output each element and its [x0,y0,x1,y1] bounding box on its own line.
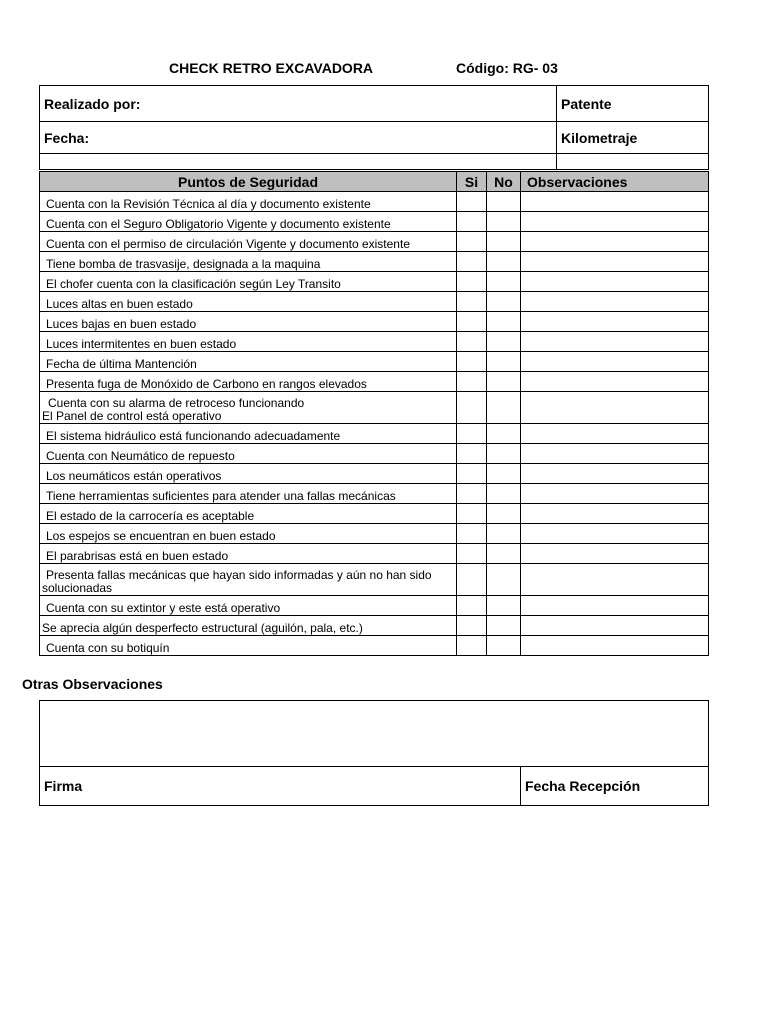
col-header-si: Si [457,172,487,192]
blank-cell [557,154,709,170]
si-checkbox[interactable] [457,616,487,636]
no-checkbox[interactable] [487,292,521,312]
check-item-label: Luces bajas en buen estado [40,312,457,332]
check-item-label: El chofer cuenta con la clasificación según Ley Transito [40,272,457,292]
info-table [39,85,709,170]
check-item-label: Cuenta con el permiso de circulación Vigente y documento existente [40,232,457,252]
observaciones-cell[interactable] [521,312,709,332]
si-checkbox[interactable] [457,464,487,484]
table-row [40,564,709,596]
check-item-label: Se aprecia algún desperfecto estructural (aguilón, pala, etc.) [40,616,457,636]
si-checkbox[interactable] [457,504,487,524]
si-checkbox[interactable] [457,352,487,372]
table-row [40,352,709,372]
observaciones-cell[interactable] [521,524,709,544]
observaciones-cell[interactable] [521,232,709,252]
observaciones-cell[interactable] [521,372,709,392]
observaciones-cell[interactable] [521,616,709,636]
observaciones-cell[interactable] [521,504,709,524]
si-checkbox[interactable] [457,424,487,444]
check-item-label: Luces intermitentes en buen estado [40,332,457,352]
fecha-field[interactable]: Fecha: [40,122,557,154]
checklist-table [39,171,709,656]
table-row [40,232,709,252]
check-item-label [40,392,457,424]
check-item-label: Cuenta con el Seguro Obligatorio Vigente y documento existente [40,212,457,232]
si-checkbox[interactable] [457,484,487,504]
table-row [40,192,709,212]
otras-observaciones-box[interactable] [40,701,709,767]
check-item-label: Tiene herramientas suficientes para atender una fallas mecánicas [40,484,457,504]
table-row [40,272,709,292]
no-checkbox[interactable] [487,636,521,656]
si-checkbox[interactable] [457,564,487,596]
check-item-label: Los neumáticos están operativos [40,464,457,484]
observaciones-cell[interactable] [521,596,709,616]
no-checkbox[interactable] [487,392,521,424]
observaciones-cell[interactable] [521,292,709,312]
observaciones-cell[interactable] [521,424,709,444]
si-checkbox[interactable] [457,372,487,392]
check-item-label: El parabrisas está en buen estado [40,544,457,564]
check-item-label [40,564,457,596]
no-checkbox[interactable] [487,252,521,272]
check-item-label: Tiene bomba de trasvasije, designada a la maquina [40,252,457,272]
si-checkbox[interactable] [457,636,487,656]
no-checkbox[interactable] [487,232,521,252]
observaciones-cell[interactable] [521,192,709,212]
check-item-label: Cuenta con su botiquín [40,636,457,656]
no-checkbox[interactable] [487,272,521,292]
observaciones-cell[interactable] [521,352,709,372]
no-checkbox[interactable] [487,596,521,616]
document-code: Código: RG- 03 [456,60,558,76]
si-checkbox[interactable] [457,192,487,212]
si-checkbox[interactable] [457,332,487,352]
check-item-label: Cuenta con su extintor y este está operativo [40,596,457,616]
si-checkbox[interactable] [457,212,487,232]
table-row [40,292,709,312]
si-checkbox[interactable] [457,444,487,464]
si-checkbox[interactable] [457,232,487,252]
otras-observaciones-label: Otras Observaciones [22,676,163,692]
no-checkbox[interactable] [487,332,521,352]
table-row [40,464,709,484]
check-item-line: Presenta fallas mecánicas que hayan sido informadas y aún no han sido [46,568,432,582]
blank-cell [40,154,557,170]
no-checkbox[interactable] [487,424,521,444]
no-checkbox[interactable] [487,352,521,372]
no-checkbox[interactable] [487,564,521,596]
si-checkbox[interactable] [457,312,487,332]
observaciones-cell[interactable] [521,636,709,656]
observaciones-cell[interactable] [521,392,709,424]
table-row [40,372,709,392]
table-row [40,392,709,424]
col-header-observaciones: Observaciones [521,172,709,192]
no-checkbox[interactable] [487,544,521,564]
realizado-por-field[interactable]: Realizado por: [40,86,557,122]
table-row [40,616,709,636]
no-checkbox[interactable] [487,524,521,544]
no-checkbox[interactable] [487,444,521,464]
col-header-no: No [487,172,521,192]
check-item-label: Fecha de última Mantención [40,352,457,372]
no-checkbox[interactable] [487,484,521,504]
si-checkbox[interactable] [457,524,487,544]
col-header-puntos: Puntos de Seguridad [40,172,457,192]
patente-field[interactable]: Patente [557,86,709,122]
observaciones-cell[interactable] [521,464,709,484]
check-item-line: Cuenta con su alarma de retroceso funcionando [48,396,305,410]
observaciones-cell[interactable] [521,544,709,564]
check-item-label: Cuenta con Neumático de repuesto [40,444,457,464]
table-row [40,212,709,232]
checklist-header-row [40,172,709,192]
firma-field[interactable]: Firma [40,767,521,806]
table-row [40,596,709,616]
no-checkbox[interactable] [487,616,521,636]
no-checkbox[interactable] [487,504,521,524]
check-item-label: El estado de la carrocería es aceptable [40,504,457,524]
table-row [40,484,709,504]
table-row [40,252,709,272]
observaciones-cell[interactable] [521,212,709,232]
no-checkbox[interactable] [487,212,521,232]
check-item-line: El Panel de control está operativo [42,409,222,423]
check-item-label: El sistema hidráulico está funcionando adecuadamente [40,424,457,444]
footer-table [39,700,709,806]
table-row [40,636,709,656]
observaciones-cell[interactable] [521,252,709,272]
si-checkbox[interactable] [457,544,487,564]
si-checkbox[interactable] [457,392,487,424]
observaciones-cell[interactable] [521,564,709,596]
si-checkbox[interactable] [457,596,487,616]
si-checkbox[interactable] [457,292,487,312]
no-checkbox[interactable] [487,312,521,332]
table-row [40,504,709,524]
observaciones-cell[interactable] [521,444,709,464]
check-item-label: Luces altas en buen estado [40,292,457,312]
table-row [40,312,709,332]
si-checkbox[interactable] [457,252,487,272]
check-item-label: Cuenta con la Revisión Técnica al día y documento existente [40,192,457,212]
document-title: CHECK RETRO EXCAVADORA [169,60,374,76]
table-row [40,544,709,564]
fecha-recepcion-field[interactable]: Fecha Recepción [521,767,709,806]
observaciones-cell[interactable] [521,272,709,292]
no-checkbox[interactable] [487,464,521,484]
no-checkbox[interactable] [487,372,521,392]
table-row [40,332,709,352]
table-row [40,524,709,544]
si-checkbox[interactable] [457,272,487,292]
check-item-label: Los espejos se encuentran en buen estado [40,524,457,544]
table-row [40,424,709,444]
observaciones-cell[interactable] [521,484,709,504]
kilometraje-field[interactable]: Kilometraje [557,122,709,154]
no-checkbox[interactable] [487,192,521,212]
table-row [40,444,709,464]
check-item-line: solucionadas [42,581,113,595]
check-item-label: Presenta fuga de Monóxido de Carbono en rangos elevados [40,372,457,392]
observaciones-cell[interactable] [521,332,709,352]
